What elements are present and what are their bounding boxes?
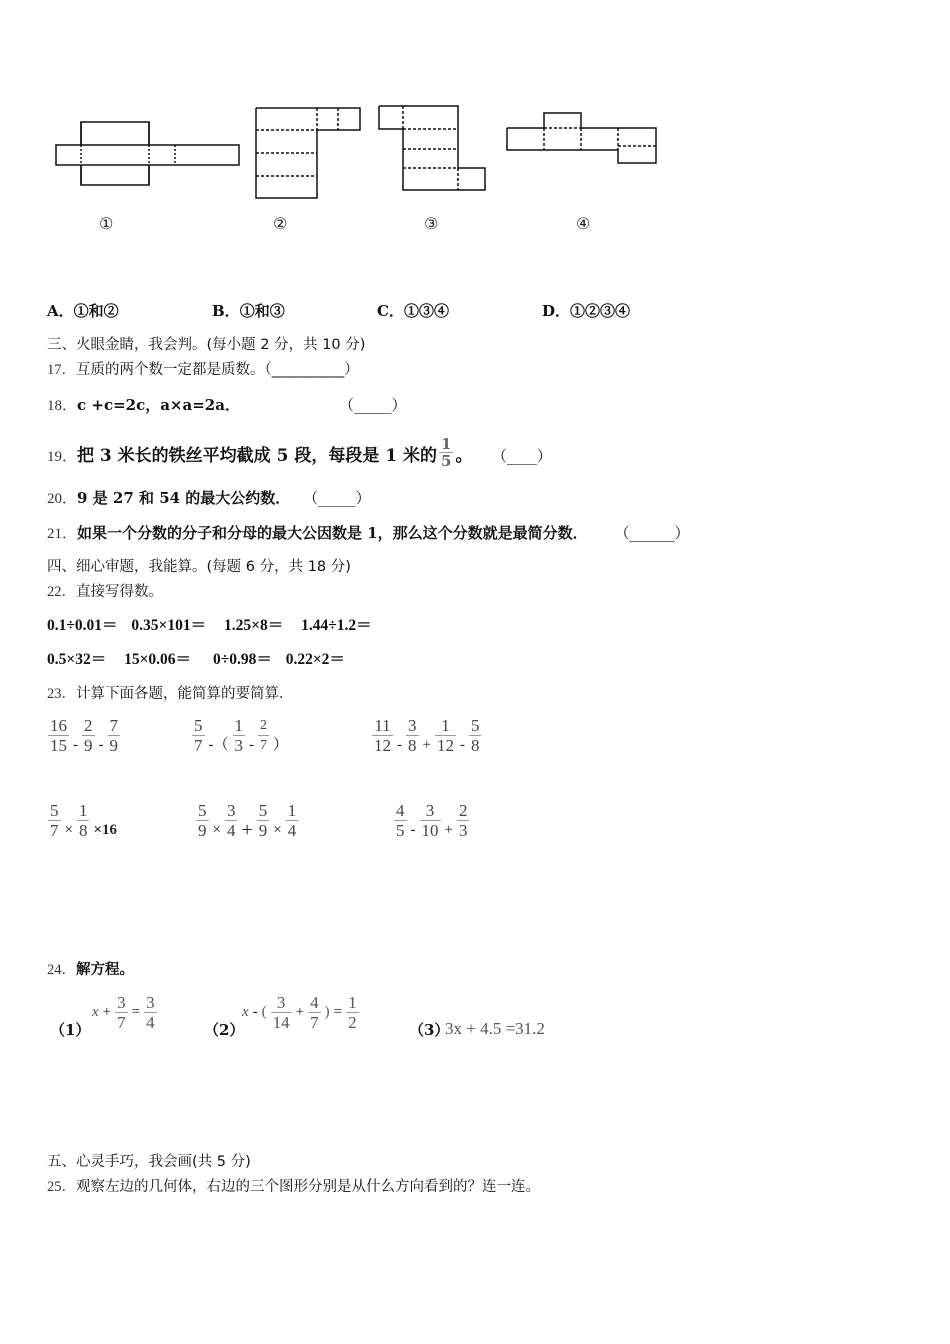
question-number: 18． <box>47 398 78 414</box>
mental-math-item: 1.25×8＝ <box>223 617 284 634</box>
question-22 <box>47 582 163 602</box>
option-text: ①②③④ <box>570 302 631 320</box>
mental-math-item: 0.35×101＝ <box>131 617 207 634</box>
denominator: 7 <box>117 1013 126 1032</box>
question-25 <box>47 1177 540 1197</box>
numerator: 2 <box>84 716 93 735</box>
mental-math-item: 0.1÷0.01＝ <box>47 617 118 634</box>
fraction <box>258 716 269 755</box>
fraction <box>346 993 359 1032</box>
denominator: 5 <box>396 821 405 840</box>
question-tail: 。 <box>455 446 473 466</box>
numerator: 3 <box>226 801 236 820</box>
denominator: 15 <box>50 736 67 755</box>
fraction <box>435 716 456 755</box>
denominator: 8 <box>78 821 88 840</box>
operator: + <box>241 819 253 841</box>
denominator: 9 <box>198 821 207 840</box>
denominator: 7 <box>258 735 269 755</box>
denominator: 5 <box>441 452 452 470</box>
operator: - <box>397 737 402 753</box>
answer-blank[interactable]: （_____） <box>303 489 371 507</box>
variable-x: x <box>242 1004 249 1020</box>
question-number: 23． <box>47 686 76 702</box>
denominator: 7 <box>50 821 59 840</box>
fraction <box>77 801 90 840</box>
numerator: 5 <box>198 801 207 820</box>
option-key: B． <box>212 302 240 320</box>
question-number: 25． <box>47 1179 76 1195</box>
operator: + <box>102 1004 112 1020</box>
question-number: 21． <box>47 526 78 542</box>
question-20 <box>47 488 371 509</box>
numerator: 1 <box>234 716 243 735</box>
mental-math-row-2 <box>47 650 345 670</box>
operator: - <box>249 737 254 753</box>
operator: - <box>98 737 104 753</box>
operator: ×16 <box>93 822 118 838</box>
net-2-label: ② <box>273 214 288 233</box>
numerator: 2 <box>458 801 468 820</box>
denominator: 2 <box>348 1013 357 1032</box>
fraction <box>108 716 121 755</box>
answer-blank[interactable]: （__________） <box>264 362 359 378</box>
net-2-diagram <box>250 105 365 205</box>
option-key: A． <box>47 302 74 320</box>
mental-math-item: 0÷0.98＝ <box>212 651 272 668</box>
operator: × <box>212 822 221 838</box>
net-4-label: ④ <box>576 214 591 233</box>
denominator: 9 <box>84 736 93 755</box>
calc-expression-2 <box>190 716 290 755</box>
option-text: ①③④ <box>403 302 449 320</box>
numerator: 3 <box>425 801 435 820</box>
option-a <box>47 300 119 321</box>
question-23 <box>47 684 294 704</box>
question-17 <box>47 360 359 380</box>
mental-math-item: 0.22×2＝ <box>285 651 345 668</box>
fraction <box>115 993 128 1032</box>
calc-expression-5 <box>194 801 300 840</box>
question-text: 观察左边的几何体，右边的三个图形分别是从什么方向看到的？连一连。 <box>76 1179 540 1195</box>
question-21 <box>47 523 689 544</box>
question-number: 19． <box>47 449 78 465</box>
operator: = <box>333 1004 343 1020</box>
paren: ) <box>324 1004 330 1020</box>
question-text: 计算下面各题，能简算的要简算． <box>76 686 294 702</box>
fraction <box>394 801 407 840</box>
numerator: 5 <box>258 801 268 820</box>
numerator: 1 <box>348 993 357 1012</box>
denominator: 12 <box>374 736 391 755</box>
net-1-diagram <box>50 115 245 190</box>
denominator: 14 <box>272 1013 290 1032</box>
question-number: 17． <box>47 362 76 378</box>
question-text: 把 3 米长的铁丝平均截成 5 段，每段是 1 米的 <box>77 446 438 466</box>
numerator: 4 <box>396 801 405 820</box>
operator: -（ <box>208 737 229 753</box>
equation-2 <box>240 993 361 1032</box>
denominator: 10 <box>421 821 439 840</box>
operator: - <box>459 737 465 753</box>
numerator: 1 <box>441 435 452 453</box>
operator: = <box>131 1004 141 1020</box>
calc-expression-3 <box>370 716 483 755</box>
denominator: 12 <box>436 736 454 755</box>
denominator: 9 <box>109 736 118 755</box>
equation-1 <box>90 993 159 1032</box>
option-b <box>212 300 285 321</box>
fraction <box>196 801 209 840</box>
numerator: 3 <box>117 993 126 1012</box>
fraction <box>372 716 393 755</box>
question-18 <box>47 395 407 416</box>
answer-blank[interactable]: （______） <box>614 524 690 542</box>
numerator: 4 <box>310 993 319 1012</box>
operator: + <box>422 737 431 753</box>
question-text: 9 是 27 和 54 的最大公约数． <box>77 489 291 507</box>
fraction <box>233 716 246 755</box>
question-text: 互质的两个数一定都是质数。 <box>76 362 265 378</box>
fraction <box>82 716 95 755</box>
fraction <box>257 801 270 840</box>
operator: - <box>73 737 78 753</box>
net-3-label: ③ <box>424 214 439 233</box>
denominator: 3 <box>234 736 243 755</box>
question-number: 22． <box>47 584 76 600</box>
denominator: 4 <box>287 821 297 840</box>
option-d <box>542 300 630 321</box>
denominator: 3 <box>458 821 468 840</box>
numerator: 2 <box>260 718 267 733</box>
net-4-diagram <box>503 110 663 170</box>
question-text: 解方程。 <box>76 962 134 978</box>
answer-blank[interactable]: （____） <box>491 447 552 465</box>
fraction <box>144 993 157 1032</box>
calc-expression-4 <box>46 801 119 840</box>
option-c <box>377 300 449 321</box>
fraction <box>48 801 61 840</box>
numerator: 5 <box>470 716 480 735</box>
operator: - <box>252 1004 258 1020</box>
answer-blank[interactable]: （_____） <box>339 396 407 414</box>
variable-x: x <box>92 1004 99 1020</box>
operator: + <box>444 822 453 838</box>
numerator: 1 <box>287 801 297 820</box>
numerator: 1 <box>78 801 88 820</box>
numerator: 3 <box>276 993 286 1012</box>
operator: ） <box>273 737 289 753</box>
mental-math-row-1 <box>47 616 372 636</box>
question-24 <box>47 960 134 980</box>
numerator: 1 <box>441 716 450 735</box>
numerator: 3 <box>146 993 155 1012</box>
fraction <box>271 993 292 1032</box>
numerator: 5 <box>50 801 59 820</box>
net-3-diagram <box>375 102 490 197</box>
fraction <box>308 993 321 1032</box>
denominator: 4 <box>226 821 236 840</box>
numerator: 7 <box>109 716 118 735</box>
question-text: 直接写得数。 <box>76 584 163 600</box>
fraction <box>469 716 482 755</box>
denominator: 8 <box>408 736 417 755</box>
fraction <box>286 801 299 840</box>
paren: ( <box>261 1004 267 1020</box>
denominator: 7 <box>194 736 203 755</box>
fraction <box>420 801 441 840</box>
section-4-title: 四、细心审题，我能算。(每题 6 分，共 18 分) <box>47 559 351 575</box>
operator: × <box>64 822 73 838</box>
denominator: 4 <box>146 1013 155 1032</box>
option-key: D． <box>542 302 571 320</box>
denominator: 7 <box>310 1013 319 1032</box>
fraction <box>406 716 419 755</box>
mental-math-item: 0.5×32＝ <box>47 651 107 668</box>
option-text: ①和② <box>73 302 119 320</box>
denominator: 8 <box>470 736 480 755</box>
question-number: 24． <box>47 962 76 978</box>
fraction <box>225 801 238 840</box>
mental-math-item: 1.44÷1.2＝ <box>301 617 372 634</box>
mental-math-item: 15×0.06＝ <box>124 651 192 668</box>
fraction <box>457 801 470 840</box>
calc-expression-6 <box>392 801 471 840</box>
operator: + <box>295 1004 305 1020</box>
numerator: 16 <box>50 716 67 735</box>
equation-2-label: （2） <box>204 1021 245 1039</box>
equation-3-label: （3） <box>409 1021 450 1039</box>
section-3-title: 三、火眼金睛，我会判。(每小题 2 分，共 10 分) <box>47 337 366 353</box>
section-5-title: 五、心灵手巧，我会画(共 5 分) <box>47 1154 251 1170</box>
equation-1-label: （1） <box>50 1021 91 1039</box>
operator: - <box>410 822 416 838</box>
question-number: 20． <box>47 491 78 507</box>
fraction <box>192 716 205 755</box>
numerator: 5 <box>194 716 203 735</box>
option-text: ①和③ <box>239 302 285 320</box>
numerator: 3 <box>408 716 417 735</box>
net-1-label: ① <box>99 214 114 233</box>
fraction <box>48 716 69 755</box>
fraction-one-fifth <box>439 436 453 469</box>
denominator: 9 <box>258 821 268 840</box>
equation-3: 3x + 4.5 =31.2 <box>445 1019 545 1038</box>
question-text: c +c=2c，a×a=2a． <box>77 396 240 414</box>
question-text: 如果一个分数的分子和分母的最大公因数是 1，那么这个分数就是最简分数． <box>77 524 588 542</box>
calc-expression-1 <box>46 716 122 755</box>
operator: × <box>273 822 282 838</box>
option-key: C． <box>377 302 404 320</box>
numerator: 11 <box>374 716 391 735</box>
question-19 <box>47 435 552 473</box>
